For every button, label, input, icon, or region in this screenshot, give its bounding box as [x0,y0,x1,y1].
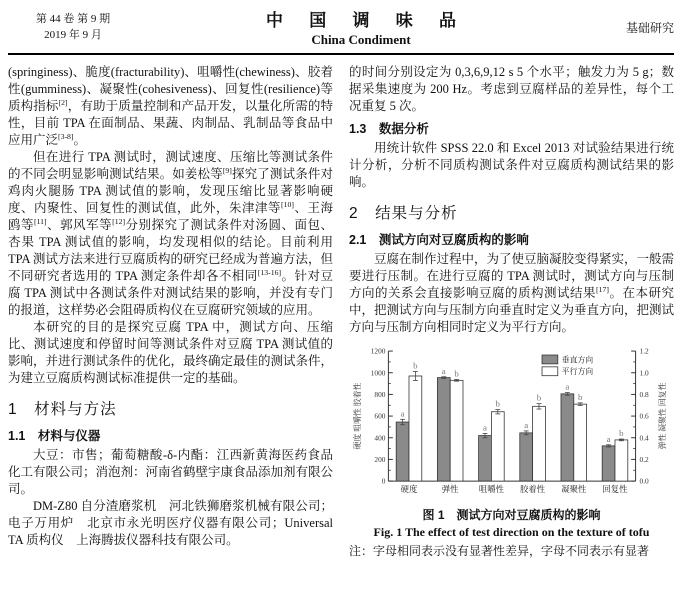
issue-date: 2019 年 9 月 [44,29,102,41]
svg-text:0.2: 0.2 [639,454,649,464]
svg-text:a: a [441,365,446,376]
bar-chart-svg [349,344,674,498]
column-label: 基础研究 [625,20,674,35]
volume-issue: 第 44 卷 第 9 期 [35,12,111,25]
svg-text:a: a [524,419,529,430]
svg-text:平行方向: 平行方向 [561,367,594,377]
svg-text:胶着性: 胶着性 [520,484,546,494]
svg-text:0.6: 0.6 [639,411,649,421]
left-p-6: DM-Z80 自分渣磨浆机 河北铁狮磨浆机械有限公司；电子万用炉 北京市永光明医疗仪器有限公司；Universal TA 质构仪 上海腾拔仪器科技有限公司。 [8,499,333,547]
svg-text:0.0: 0.0 [639,476,649,486]
svg-text:b: b [495,398,501,409]
two-column-body [8,64,674,559]
right-p-0: 的时间分别设定为 0,3,6,9,12 s 5 个水平；触发力为 5 g；数据采集速度为 200 Hz。考虑到豆腐样品的差异性，每个工况重复 5 次。 [349,65,674,113]
svg-text:凝聚性: 凝聚性 [561,484,587,494]
journal-title-en: China Condiment [311,32,411,47]
svg-text:b: b [413,360,418,371]
right-p-5: 豆腐在制作过程中，为了使豆脑凝胶变得紧实，一般需要进行压制。在进行豆腐的 TPA 测试时，测试方向与压制方向的关系会直接影响豆腐的质构测试结果[17]。在本研究中，把测试方向与压制方向垂直时定义为垂直方向，把测试方向与压制方向相同时定义为平行方向。 [349,252,675,334]
left-h1-3: 1 材料与方法 [8,401,117,418]
figure-caption-en: Fig. 1 The effect of test direction on the texture of tofu [373,525,650,539]
svg-text:a: a [483,422,487,433]
right-h2-4: 2.1 测试方向对豆腐质构的影响 [349,233,529,247]
journal-title-cn: 中 国 调 味 品 [266,11,467,30]
figure-note: 注：字母相同表示没有显著性差异，字母不同表示有显著 [349,544,650,558]
figure-1 [349,344,674,559]
header-rule [8,53,674,55]
svg-text:800: 800 [374,389,386,399]
svg-text:1.0: 1.0 [639,368,649,378]
svg-text:垂直方向: 垂直方向 [561,355,594,365]
journal-title-block [138,6,584,48]
svg-text:硬度 咀嚼性 胶着性: 硬度 咀嚼性 胶着性 [352,382,362,450]
svg-text:1200: 1200 [370,346,386,356]
svg-text:回复性: 回复性 [602,484,628,494]
right-h1-3: 2 结果与分析 [349,205,458,222]
svg-text:b: b [619,428,624,439]
left-column [8,64,333,559]
svg-text:200: 200 [374,454,386,464]
tofu-texture-bar-chart [349,344,674,503]
svg-text:咀嚼性: 咀嚼性 [478,484,504,494]
svg-text:a: a [565,381,570,392]
svg-text:b: b [454,368,459,379]
page-header [8,6,674,48]
left-h2-4: 1.1 材料与仪器 [8,429,101,443]
svg-text:600: 600 [374,411,386,421]
svg-text:0: 0 [381,476,386,486]
issue-info [8,11,138,44]
svg-text:硬度: 硬度 [400,484,418,494]
left-p-5: 大豆：市售；葡萄糖酸-δ-内酯：江西新黄海医药食品化工有限公司；消泡剂：河南省鹤壁宇康食品添加剂有限公司。 [8,448,334,496]
right-p-2: 用统计软件 SPSS 22.0 和 Excel 2013 对试验结果进行统计分析，分析不同质构测试条件对豆腐质构测试结果的影响。 [349,141,674,189]
svg-text:弹性 凝聚性 回复性: 弹性 凝聚性 回复性 [658,382,668,450]
svg-text:400: 400 [374,433,386,443]
left-p-1: 但在进行 TPA 测试时，测试速度、压缩比等测试条件的不同会明显影响测试结果。如姜松等[9]探究了测试条件对鸡肉火腿肠 TPA 测试值的影响，发现压缩比显著影响硬度、内聚性、回复性的测试值，此外，朱津津等[10]、王海鸥等[11]、郭风军等[12]分别探究了测试条件对汤圆、面包、杏果 TPA 测试值的影响，均发现相似的结论。目前利用 TPA 测试方法来进行豆腐质构的研究已经成为普遍方法，但不同研究者选用的 TPA 测定条件却各不相同[13-16]。针对豆腐 TPA 测试中各测试条件对测试结果的影响，并没有专门的报道，这样势必会阻碍质构仪在豆腐研究领域的应用。 [8,150,333,317]
svg-text:a: a [606,433,611,444]
left-p-2: 本研究的目的是探究豆腐 TPA 中，测试方向、压缩比、测试速度和停留时间等测试条件对豆腐 TPA 测试值的影响，并进行测试条件的优化，最终确定最佳的测试条件，为建立豆腐质构测试标准提供一定的基础。 [8,320,334,385]
svg-text:0.4: 0.4 [639,433,649,443]
svg-text:a: a [400,408,405,419]
svg-text:b: b [577,391,583,402]
left-p-0: (springiness)、脆度(fracturability)、咀嚼性(chewiness)、胶着性(gumminess)、凝聚性(cohesiveness)、回复性(resilience)等质构指标[2]，有助于质量控制和产品开发，以量化所需的特性，目前 TPA 在面制品、果蔬、肉制品、乳制品等食品中应用广泛[3-8]。 [8,65,333,147]
figure-caption-cn: 图 1 测试方向对豆腐质构的影响 [422,508,601,522]
svg-text:0.8: 0.8 [639,389,649,399]
right-h2-1: 1.3 数据分析 [349,122,429,136]
svg-text:1000: 1000 [370,368,386,378]
svg-text:b: b [536,392,542,403]
svg-text:1.2: 1.2 [639,346,649,356]
right-column [349,64,674,559]
svg-text:弹性: 弹性 [441,484,459,494]
